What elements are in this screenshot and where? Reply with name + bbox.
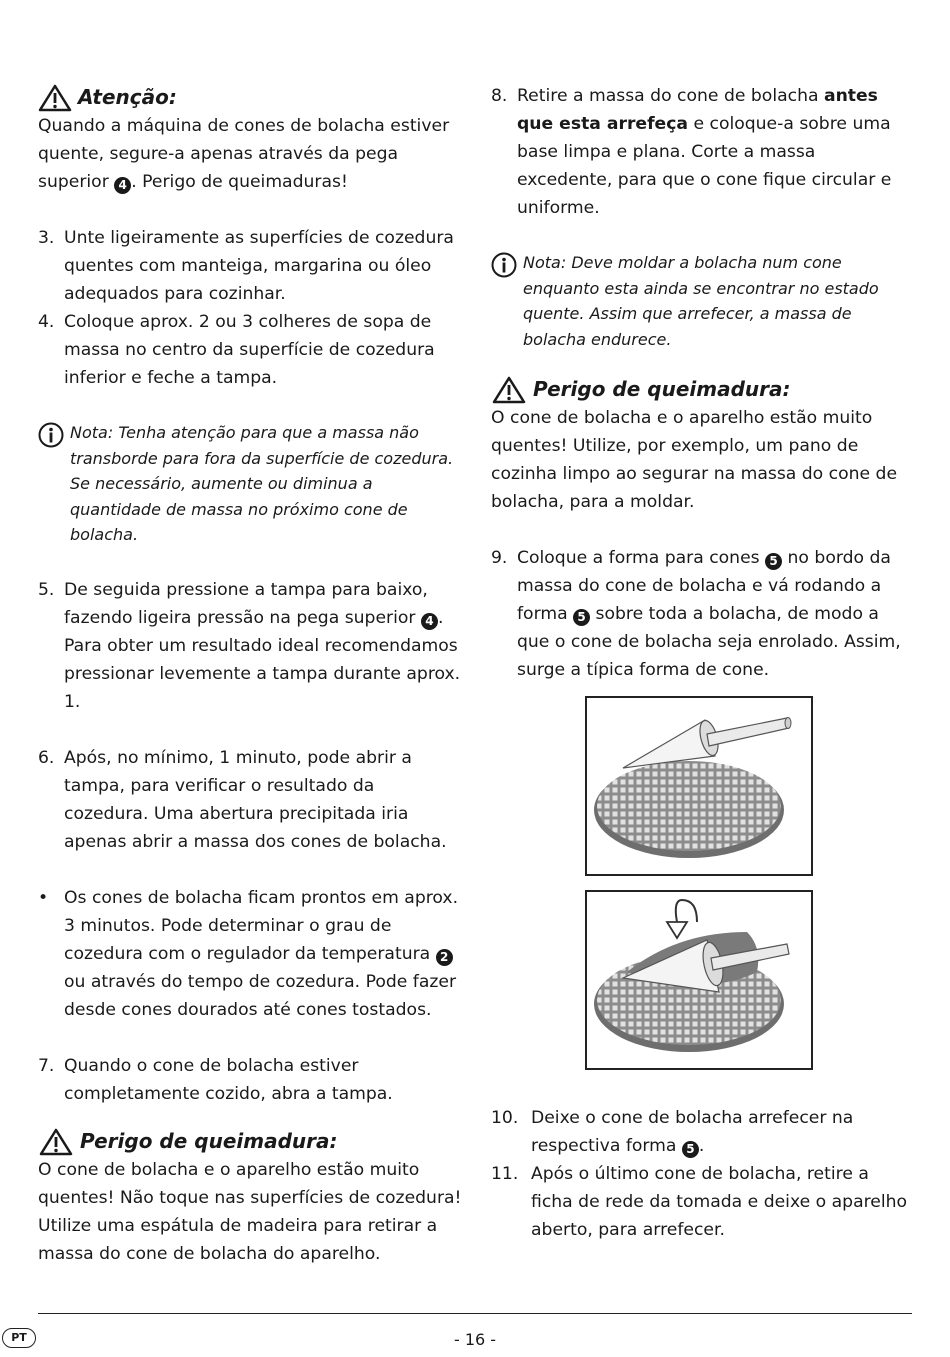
- footer-divider: [38, 1313, 912, 1314]
- part-badge: 2: [436, 949, 453, 966]
- page-number: - 16 -: [453, 1330, 497, 1349]
- bullet-item: • Os cones de bolacha ficam prontos em aprox. 3 minutos. Pode determinar o grau de cozedura com o regulador da temperatura 2 ou através do tempo de cozedura. Pode fazer desde cones dourados até cones tostados.: [38, 887, 459, 1020]
- note-overflow: Nota: Tenha atenção para que a massa não transborde para fora da superfície de cozedura. Se necessário, aumente ou diminua a quantidade de massa no próximo cone de bolacha.: [38, 420, 463, 548]
- step-7: 7. Quando o cone de bolacha estiver completamente cozido, abra a tampa.: [38, 1055, 393, 1104]
- right-column: [491, 82, 911, 1244]
- step-8: 8. Retire a massa do cone de bolacha antes que esta arrefeça e coloque-a sobre uma base limpa e plana. Corte a massa excedente, para que o cone fique circular e uniforme.: [491, 86, 892, 218]
- info-icon: [38, 422, 64, 448]
- part-badge: 5: [573, 609, 590, 626]
- danger-heading: [38, 1126, 463, 1156]
- danger-text: O cone de bolacha e o aparelho estão muito quentes! Não toque nas superfícies de cozedura! Utilize uma espátula de madeira para retirar a massa do cone de bolacha do aparelho.: [38, 1159, 462, 1264]
- danger-title: Perigo de queimadura:: [80, 1128, 338, 1153]
- warning-icon: [491, 376, 527, 404]
- warning-icon: [38, 1128, 74, 1156]
- danger-heading: [491, 374, 911, 404]
- part-badge: 5: [682, 1141, 699, 1158]
- warning-icon: [38, 84, 72, 112]
- part-badge: 4: [114, 177, 131, 194]
- danger-title: Perigo de queimadura:: [533, 377, 791, 401]
- figure-rolling-cone: [585, 890, 813, 1070]
- left-column: [38, 82, 463, 1268]
- language-badge: PT: [2, 1328, 36, 1348]
- step-6: 6. Após, no mínimo, 1 minuto, pode abrir a tampa, para verificar o resultado da cozedura. Uma abertura precipitada iria apenas abrir a massa dos cones de bolacha.: [38, 747, 447, 852]
- step-4: 4. Coloque aprox. 2 ou 3 colheres de sopa de massa no centro da superfície de cozedura inferior e feche a tampa.: [38, 312, 435, 388]
- step-3: 3. Unte ligeiramente as superfícies de cozedura quentes com manteiga, margarina ou óleo adequados para cozinhar.: [38, 228, 454, 304]
- danger-text: O cone de bolacha e o aparelho estão muito quentes! Utilize, por exemplo, um pano de cozinha limpo ao segurar na massa do cone de bolacha, para a moldar.: [491, 408, 898, 512]
- step-10: 10. Deixe o cone de bolacha arrefecer na respectiva forma 5 .: [491, 1108, 854, 1156]
- step-5: 5. De seguida pressione a tampa para baixo, fazendo ligeira pressão na pega superior 4 . Para obter um resultado ideal recomendamos pressionar levemente a tampa durante aprox. 1.: [38, 579, 461, 712]
- attention-title: Atenção:: [78, 85, 177, 109]
- step-9: 9. Coloque a forma para cones 5 no bordo da massa do cone de bolacha e vá rodando a forma 5 sobre toda a bolacha, de modo a que o cone de bolacha seja enrolado. Assim, surge a típica forma de cone.: [491, 548, 901, 680]
- attention-heading: [38, 82, 463, 112]
- step-11: 11. Após o último cone de bolacha, retire a ficha de rede da tomada e deixe o aparelho aberto, para arrefecer.: [491, 1164, 908, 1240]
- figure-cone-on-waffle: [585, 696, 813, 876]
- info-icon: [491, 252, 517, 278]
- attention-text: Quando a máquina de cones de bolacha estiver quente, segure-a apenas através da pega superior 4 . Perigo de queimaduras!: [38, 116, 450, 192]
- part-badge: 4: [421, 613, 438, 630]
- note-mould: Nota: Deve moldar a bolacha num cone enquanto esta ainda se encontrar no estado quente. Assim que arrefecer, a massa de bolacha endurece.: [491, 250, 911, 352]
- part-badge: 5: [765, 553, 782, 570]
